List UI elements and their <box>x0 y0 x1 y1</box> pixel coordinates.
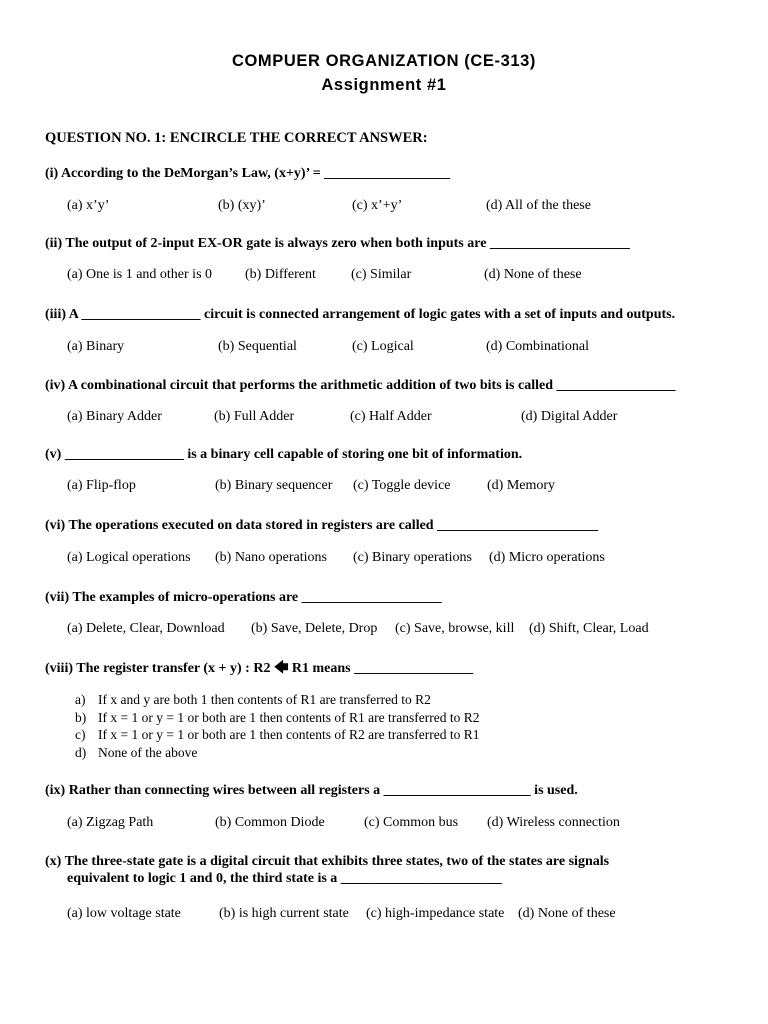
question-stem-3: (iii) A _________________ circuit is connected arrangement of logic gates with a set of inputs and outputs. <box>45 307 676 322</box>
option-a: (a) x’y’ <box>67 198 110 213</box>
question-stem-6: (vi) The operations executed on data stored in registers are called _______________________ <box>45 518 599 533</box>
document-subtitle: Assignment #1 <box>321 76 447 94</box>
question-options-7 <box>67 621 747 641</box>
question-options-2 <box>67 267 747 287</box>
list-marker: c) <box>75 727 86 742</box>
option-d: (d) Wireless connection <box>487 815 620 830</box>
option-a: (a) One is 1 and other is 0 <box>67 267 213 282</box>
list-item-text: If x = 1 or y = 1 or both are 1 then contents of R2 are transferred to R1 <box>98 727 480 742</box>
option-a: (a) Logical operations <box>67 550 191 565</box>
list-marker: b) <box>75 709 87 725</box>
option-c: (c) Half Adder <box>350 409 432 424</box>
list-item <box>75 726 480 744</box>
option-b: (b) Sequential <box>218 339 297 354</box>
option-a: (a) Flip-flop <box>67 478 136 493</box>
question-stem-4: (iv) A combinational circuit that performs the arithmetic addition of two bits is called _________________ <box>45 378 676 393</box>
option-d: (d) None of these <box>518 906 616 921</box>
question-options-5 <box>67 478 747 498</box>
option-c: (c) Similar <box>351 267 412 282</box>
question-stem-2: (ii) The output of 2-input EX-OR gate is always zero when both inputs are ____________________ <box>45 236 630 251</box>
list-item-text: None of the above <box>98 744 198 760</box>
section-heading: QUESTION NO. 1: ENCIRCLE THE CORRECT ANSWER: <box>45 130 428 146</box>
option-b: (b) Nano operations <box>215 550 327 565</box>
option-d: (d) Memory <box>487 478 556 493</box>
option-c: (c) Common bus <box>364 815 459 830</box>
question-stem-10 <box>45 853 735 887</box>
option-b: (b) Common Diode <box>215 815 325 830</box>
option-b: (b) is high current state <box>219 906 349 921</box>
option-a: (a) Delete, Clear, Download <box>67 621 225 636</box>
question-stem-line-2: equivalent to logic 1 and 0, the third state is a _______________________ <box>67 871 502 886</box>
option-a: (a) low voltage state <box>67 906 181 921</box>
option-d: (d) None of these <box>484 267 582 282</box>
question-options-4 <box>67 409 747 429</box>
option-b: (b) (xy)’ <box>218 198 266 213</box>
option-b: (b) Binary sequencer <box>215 478 333 493</box>
option-c: (c) x’+y’ <box>352 198 403 213</box>
question-options-9 <box>67 815 747 835</box>
option-b: (b) Save, Delete, Drop <box>251 621 378 636</box>
question-stem-line-1: (x) The three-state gate is a digital circuit that exhibits three states, two of the states are signals <box>45 854 610 869</box>
question-stem-5: (v) _________________ is a binary cell capable of storing one bit of information. <box>45 447 523 462</box>
list-item-text: If x and y are both 1 then contents of R1 are transferred to R2 <box>98 692 431 707</box>
option-b: (b) Full Adder <box>214 409 295 424</box>
option-d: (d) Combinational <box>486 339 590 354</box>
list-marker: a) <box>75 692 86 707</box>
question-stem-7: (vii) The examples of micro-operations are ____________________ <box>45 590 442 605</box>
question-options-8 <box>75 691 480 761</box>
list-marker: d) <box>75 744 87 760</box>
option-d: (d) Micro operations <box>489 550 605 565</box>
question-stem-8: (viii) The register transfer (x + y) : R2 🡄 R1 means _________________ <box>45 661 474 676</box>
question-options-6 <box>67 550 747 570</box>
option-d: (d) Shift, Clear, Load <box>529 621 649 636</box>
question-options-1 <box>67 198 747 218</box>
option-d: (d) Digital Adder <box>521 409 618 424</box>
option-a: (a) Zigzag Path <box>67 815 154 830</box>
question-stem-9: (ix) Rather than connecting wires between all registers a _____________________ is used. <box>45 783 578 798</box>
option-b: (b) Different <box>245 267 316 282</box>
option-c: (c) Toggle device <box>353 478 451 493</box>
option-d: (d) All of the these <box>486 198 591 213</box>
option-c: (c) Save, browse, kill <box>395 621 515 636</box>
option-a: (a) Binary Adder <box>67 409 162 424</box>
list-item <box>75 691 480 709</box>
option-c: (c) high-impedance state <box>366 906 505 921</box>
document-title: COMPUER ORGANIZATION (CE-313) <box>231 52 537 70</box>
option-a: (a) Binary <box>67 339 125 354</box>
question-options-3 <box>67 339 747 359</box>
question-stem-1: (i) According to the DeMorgan’s Law, (x+y)’ = __________________ <box>45 166 451 181</box>
list-item <box>75 744 480 762</box>
option-c: (c) Logical <box>352 339 414 354</box>
list-item-text: If x = 1 or y = 1 or both are 1 then contents of R1 are transferred to R2 <box>98 709 480 725</box>
question-options-10 <box>67 906 747 926</box>
option-c: (c) Binary operations <box>353 550 472 565</box>
list-item <box>75 709 480 727</box>
